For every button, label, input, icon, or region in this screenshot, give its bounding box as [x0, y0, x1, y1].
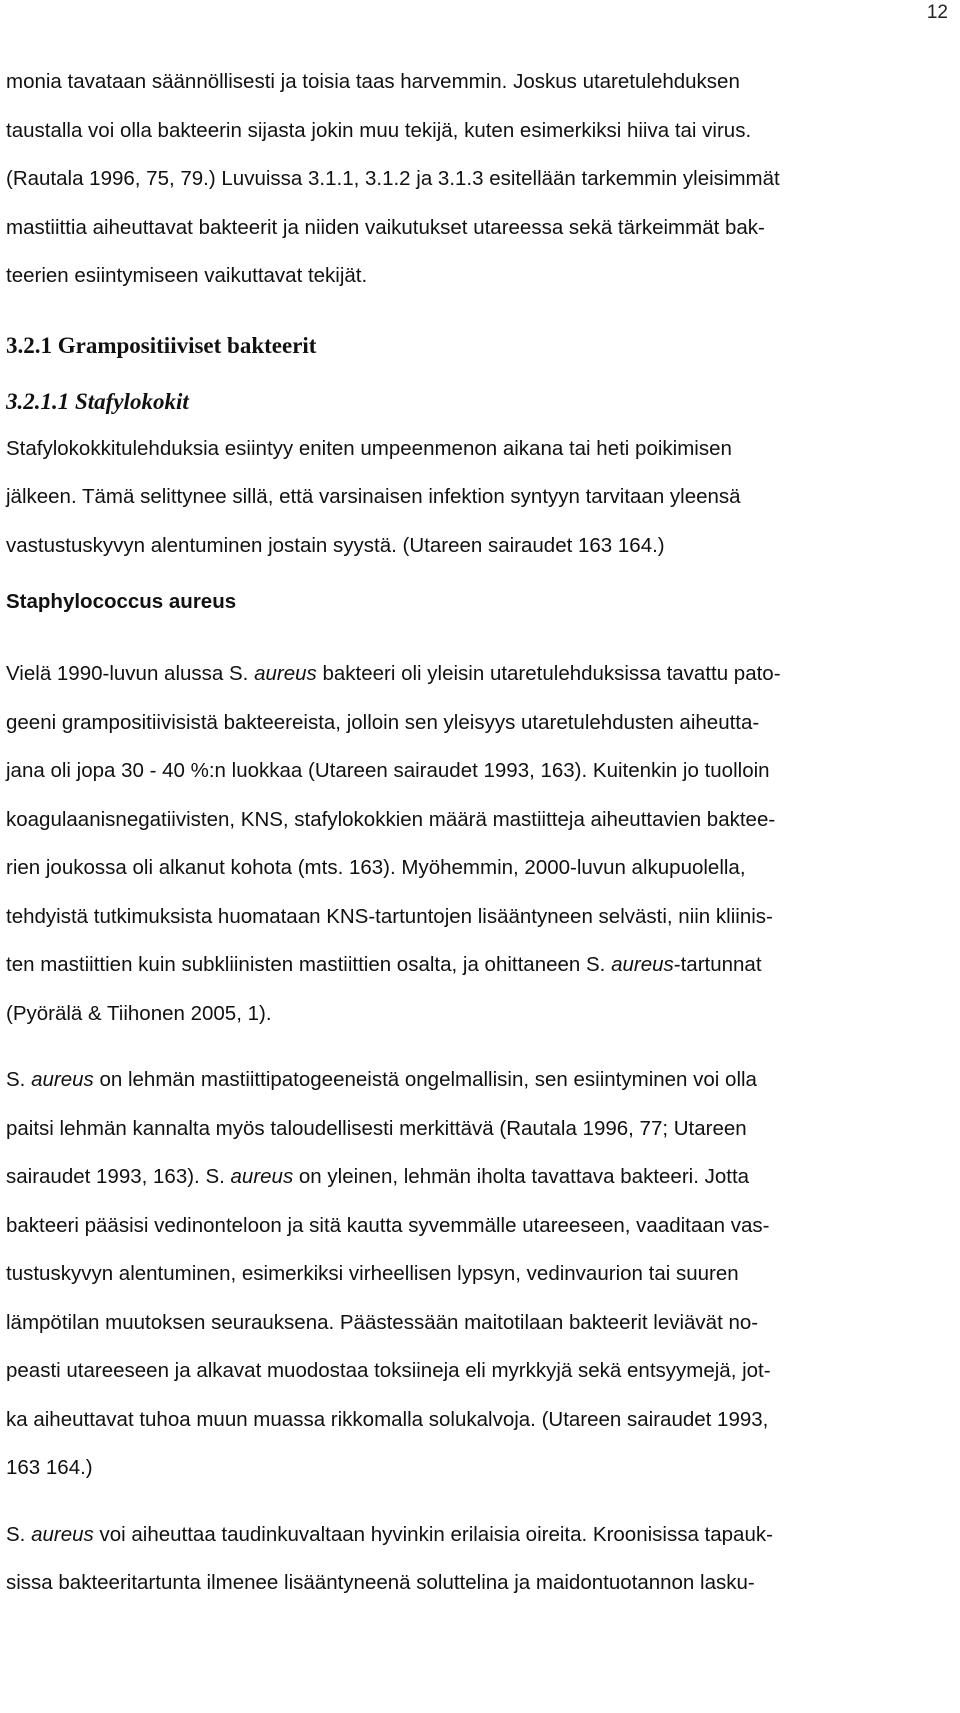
text-line: koagulaanisnegatiivisten, KNS, stafylokokkien määrä mastiitteja aiheuttavien baktee- [6, 807, 776, 831]
text-line: (Pyörälä & Tiihonen 2005, 1). [6, 1001, 272, 1025]
stafylokokit-paragraph [6, 425, 946, 571]
text-line: ka aiheuttavat tuhoa muun muassa rikkomalla solukalvoja. (Utareen sairaudet 1993, [6, 1407, 769, 1431]
text-line: ten mastiittien kuin subkliinisten mastiittien osalta, ja ohittaneen S. aureus-tartunnat [6, 953, 762, 976]
text-line: (Rautala 1996, 75, 79.) Luvuissa 3.1.1, 3.1.2 ja 3.1.3 esitellään tarkemmin yleisimmät [6, 167, 780, 190]
text-line: S. aureus on lehmän mastiittipatogeeneistä ongelmallisin, sen esiintyminen voi olla [6, 1068, 757, 1091]
intro-paragraph [6, 58, 946, 301]
text-line: jana oli jopa 30 - 40 %:n luokkaa (Utareen sairaudet 1993, 163). Kuitenkin jo tuolloin [6, 759, 770, 782]
text-line: taustalla voi olla bakteerin sijasta jokin muu tekijä, kuten esimerkiksi hiiva tai virus. [6, 118, 752, 142]
text-line: geeni grampositiivisistä bakteereista, jolloin sen yleisyys utaretulehdusten aiheutta- [6, 710, 760, 734]
text-line: Stafylokokkitulehduksia esiintyy eniten umpeenmenon aikana tai heti poikimisen [6, 436, 732, 460]
text-line: teerien esiintymiseen vaikuttavat tekijät. [6, 264, 368, 287]
text-line: sairaudet 1993, 163). S. aureus on yleinen, lehmän iholta tavattava bakteeri. Jotta [6, 1165, 750, 1188]
heading-staphylococcus-aureus: Staphylococcus aureus [6, 590, 237, 613]
text-line: paitsi lehmän kannalta myös taloudellisesti merkittävä (Rautala 1996, 77; Utareen [6, 1116, 747, 1140]
text-line: bakteeri pääsisi vedinonteloon ja sitä kautta syvemmälle utareeseen, vaaditaan vas- [6, 1213, 770, 1237]
aureus-paragraph-1 [6, 650, 946, 1038]
text-line: tustuskyvyn alentuminen, esimerkiksi virheellisen lypsyn, vedinvaurion tai suuren [6, 1262, 739, 1285]
text-line: monia tavataan säännöllisesti ja toisia taas harvemmin. Joskus utaretulehduksen [6, 70, 740, 93]
heading-3-2-1: 3.2.1 Grampositiiviset bakteerit [6, 332, 317, 358]
text-line: peasti utareeseen ja alkavat muodostaa toksiineja eli myrkkyjä sekä entsyymejä, jot- [6, 1359, 771, 1382]
text-line: lämpötilan muutoksen seurauksena. Päästessään maitotilaan bakteerit leviävät no- [6, 1310, 759, 1334]
text-line: vastustuskyvyn alentuminen jostain syystä. (Utareen sairaudet 163 164.) [6, 533, 665, 557]
aureus-paragraph-2 [6, 1056, 946, 1493]
text-line: Vielä 1990-luvun alussa S. aureus bakteeri oli yleisin utaretulehduksissa tavattu pato- [6, 662, 781, 685]
page-body [6, 58, 946, 1608]
text-line: 163 164.) [6, 1456, 93, 1479]
text-line: rien joukossa oli alkanut kohota (mts. 163). Myöhemmin, 2000-luvun alkupuolella, [6, 856, 746, 879]
text-line: tehdyistä tutkimuksista huomataan KNS-tartuntojen lisääntyneen selvästi, niin kliinis- [6, 904, 773, 928]
text-line: sissa bakteeritartunta ilmenee lisääntyneenä soluttelina ja maidontuotannon lasku- [6, 1571, 755, 1594]
text-line: jälkeen. Tämä selittynee sillä, että varsinaisen infektion syntyyn tarvitaan yleensä [6, 485, 741, 508]
heading-3-2-1-1: 3.2.1.1 Stafylokokit [6, 388, 189, 414]
page-number: 12 [926, 2, 948, 23]
text-line: S. aureus voi aiheuttaa taudinkuvaltaan hyvinkin erilaisia oireita. Kroonisissa tapauk- [6, 1522, 773, 1546]
text-line: mastiittia aiheuttavat bakteerit ja niiden vaikutukset utareessa sekä tärkeimmät bak- [6, 215, 765, 239]
aureus-paragraph-3 [6, 1511, 946, 1608]
